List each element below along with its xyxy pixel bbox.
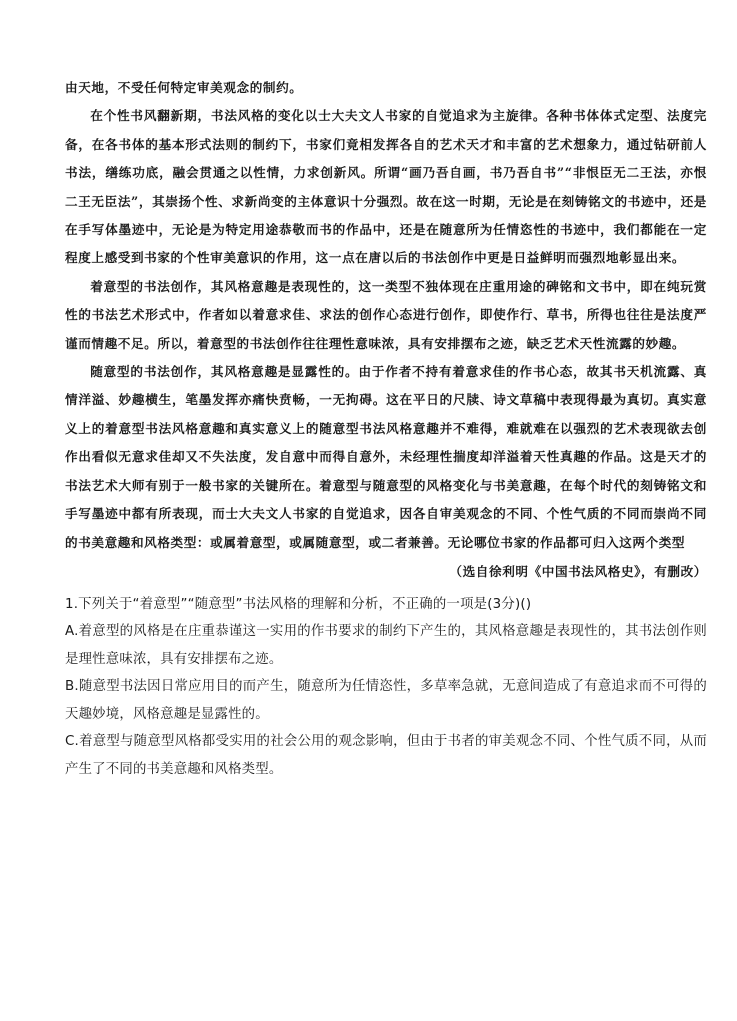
option-c: C.着意型与随意型风格都受实用的社会公用的观念影响，但由于书者的审美观念不同、个性气质不同，从而产生了不同的书美意趣和风格类型。 bbox=[65, 734, 707, 777]
passage-paragraph: 随意型的书法创作，其风格意趣是显露性的。由于作者不持有着意求佳的作书心态，故其书天机流露、真情洋溢、妙趣横生，笔墨发挥亦痛快贲畅，一无拘碍。这在平日的尺牍、诗文草稿中表现得最为真切。真实意义上的着意型书法风格意趣和真实意义上的随意型书法风格意趣并不难得，难就难在以强烈的艺术表现欲去创作出看似无意求佳却又不失法度，发自意中而得自意外，未经理性揣度却洋溢着天性真趣的作品。这是天才的书法艺术大师有别于一般书家的关键所在。着意型与随意型的风格变化与书美意趣，在每个时代的刻铸铭文和手写墨迹中都有所表现，而士大夫文人书家的自觉追求，因各自审美观念的不同、个性气质的不同而崇尚不同的书美意趣和风格类型：或属着意型，或属随意型，或二者兼善。无论哪位书家的作品都可归入这两个类型 bbox=[65, 364, 707, 550]
question-block bbox=[65, 591, 707, 784]
passage-paragraph: 由天地，不受任何特定审美观念的制约。 bbox=[65, 80, 303, 95]
passage-source: （选自徐利明《中国书法风格史》，有删改） bbox=[449, 563, 707, 579]
reading-passage bbox=[65, 74, 707, 557]
option-a: A.着意型的风格是在庄重恭谨这一实用的作书要求的制约下产生的，其风格意趣是表现性的，其书法创作则是理性意味浓，具有安排摆布之迹。 bbox=[65, 624, 707, 667]
passage-paragraph: 在个性书风翻新期，书法风格的变化以士大夫文人书家的自觉追求为主旋律。各种书体体式定型、法度完备，在各书体的基本形式法则的制约下，书家们竟相发挥各自的艺术天才和丰富的艺术想象力，通过钻研前人书法，缮练功底，融会贯通之以性情，力求创新风。所谓“画乃吾自画，书乃吾自书”“非恨臣无二王法，亦恨二王无臣法”，其崇扬个性、求新尚变的主体意识十分强烈。故在这一时期，无论是在刻铸铭文的书迹中，还是在手写体墨迹中，无论是为特定用途恭敬而书的作品中，还是在随意所为任情恣性的书迹中，我们都能在一定程度上感受到书家的个性审美意识的作用，这一点在唐以后的书法创作中更是日益鲜明而强烈地彰显出来。 bbox=[65, 108, 707, 266]
document-page bbox=[65, 74, 707, 783]
passage-paragraph: 着意型的书法创作，其风格意趣是表现性的，这一类型不独体现在庄重用途的碑铭和文书中，即在纯玩赏性的书法艺术形式中，作者如以着意求佳、求法的创作心态进行创作，即使作行、草书，所得也往往是法度严谨而情趣不足。所以，着意型的书法创作往往理性意味浓，具有安排摆布之迹，缺乏艺术天性流露的妙趣。 bbox=[65, 278, 707, 351]
option-b: B.随意型书法因日常应用目的而产生，随意所为任情恣性，多草率急就，无意间造成了有意追求而不可得的天趣妙境，风格意趣是显露性的。 bbox=[65, 679, 707, 722]
question-stem: 1.下列关于“着意型”“随意型”书法风格的理解和分析，不正确的一项是(3分)() bbox=[65, 596, 532, 612]
